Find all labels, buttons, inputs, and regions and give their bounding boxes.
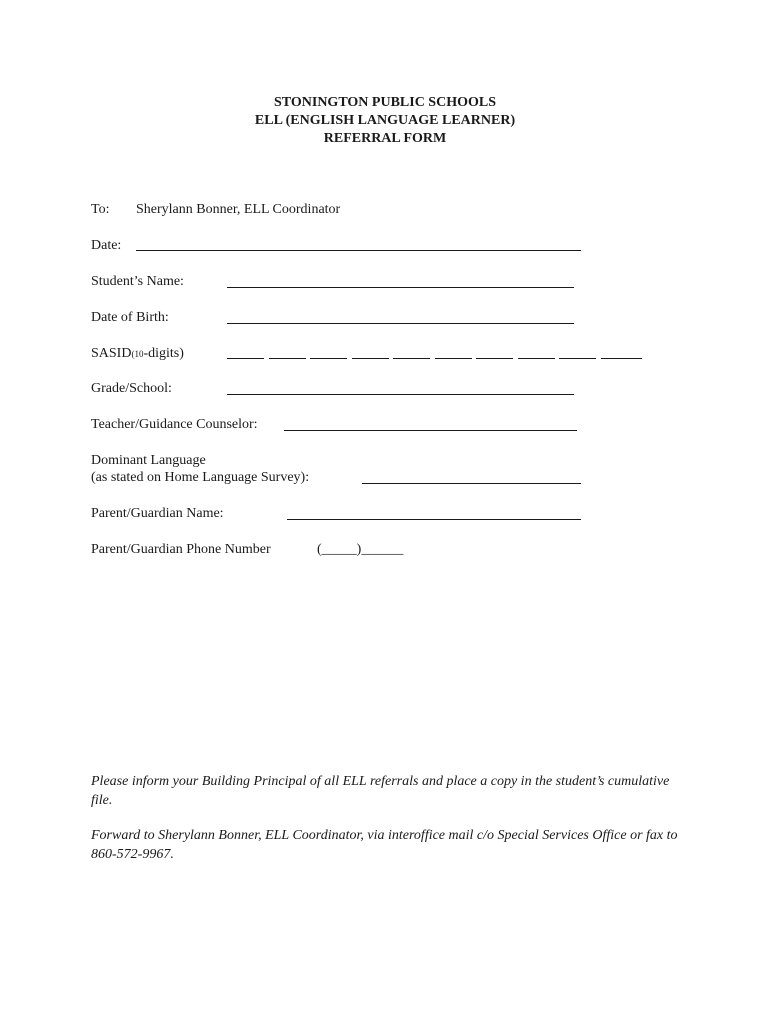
school-name: STONINGTON PUBLIC SCHOOLS	[274, 95, 496, 110]
sasid-digit-blank[interactable]	[601, 358, 642, 359]
sasid-digit-blank[interactable]	[435, 358, 472, 359]
sasid-digit-blank[interactable]	[559, 358, 596, 359]
sasid-label-text: SASID	[91, 346, 132, 361]
sasid-digits-text: -digits)	[143, 346, 184, 361]
parent-name-field[interactable]	[287, 519, 581, 520]
student-name-label: Student’s Name:	[91, 274, 184, 289]
sasid-digit-blank[interactable]	[269, 358, 306, 359]
form-header	[0, 94, 770, 148]
dob-label: Date of Birth:	[91, 310, 169, 325]
to-value: Sherylann Bonner, ELL Coordinator	[136, 202, 341, 217]
form-program: ELL (ENGLISH LANGUAGE LEARNER)	[254, 113, 516, 128]
teacher-field[interactable]	[284, 430, 577, 431]
student-name-field[interactable]	[227, 287, 574, 288]
sasid-digit-blank[interactable]	[476, 358, 513, 359]
dominant-language-sublabel: (as stated on Home Language Survey):	[91, 470, 310, 485]
form-title: REFERRAL FORM	[323, 131, 447, 146]
sasid-digit-count: 10	[134, 349, 144, 359]
sasid-digit-blank[interactable]	[227, 358, 264, 359]
principal-note: Please inform your Building Principal of all ELL referrals and place a copy in the student’s cumulative file.	[91, 774, 670, 808]
teacher-label: Teacher/Guidance Counselor:	[91, 417, 258, 432]
grade-school-label: Grade/School:	[91, 381, 172, 396]
dominant-language-field[interactable]	[362, 483, 581, 484]
sasid-digit-blank[interactable]	[393, 358, 430, 359]
dob-field[interactable]	[227, 323, 574, 324]
sasid-digit-blank[interactable]	[518, 358, 555, 359]
dominant-language-label: Dominant Language	[91, 453, 206, 468]
to-label: To:	[91, 202, 110, 217]
date-field[interactable]	[136, 250, 581, 251]
sasid-digit-blank[interactable]	[352, 358, 389, 359]
parent-name-label: Parent/Guardian Name:	[91, 506, 224, 521]
parent-phone-field[interactable]: (_____)______	[317, 542, 404, 557]
date-label: Date:	[91, 238, 122, 253]
parent-phone-label: Parent/Guardian Phone Number	[91, 542, 271, 557]
grade-school-field[interactable]	[227, 394, 574, 395]
sasid-digit-blank[interactable]	[310, 358, 347, 359]
sasid-label	[91, 345, 184, 363]
forwarding-note: Forward to Sherylann Bonner, ELL Coordinator, via interoffice mail c/o Special Services Office or fax to 860-572-9967.	[91, 828, 678, 862]
sasid-paren: (	[131, 349, 135, 359]
